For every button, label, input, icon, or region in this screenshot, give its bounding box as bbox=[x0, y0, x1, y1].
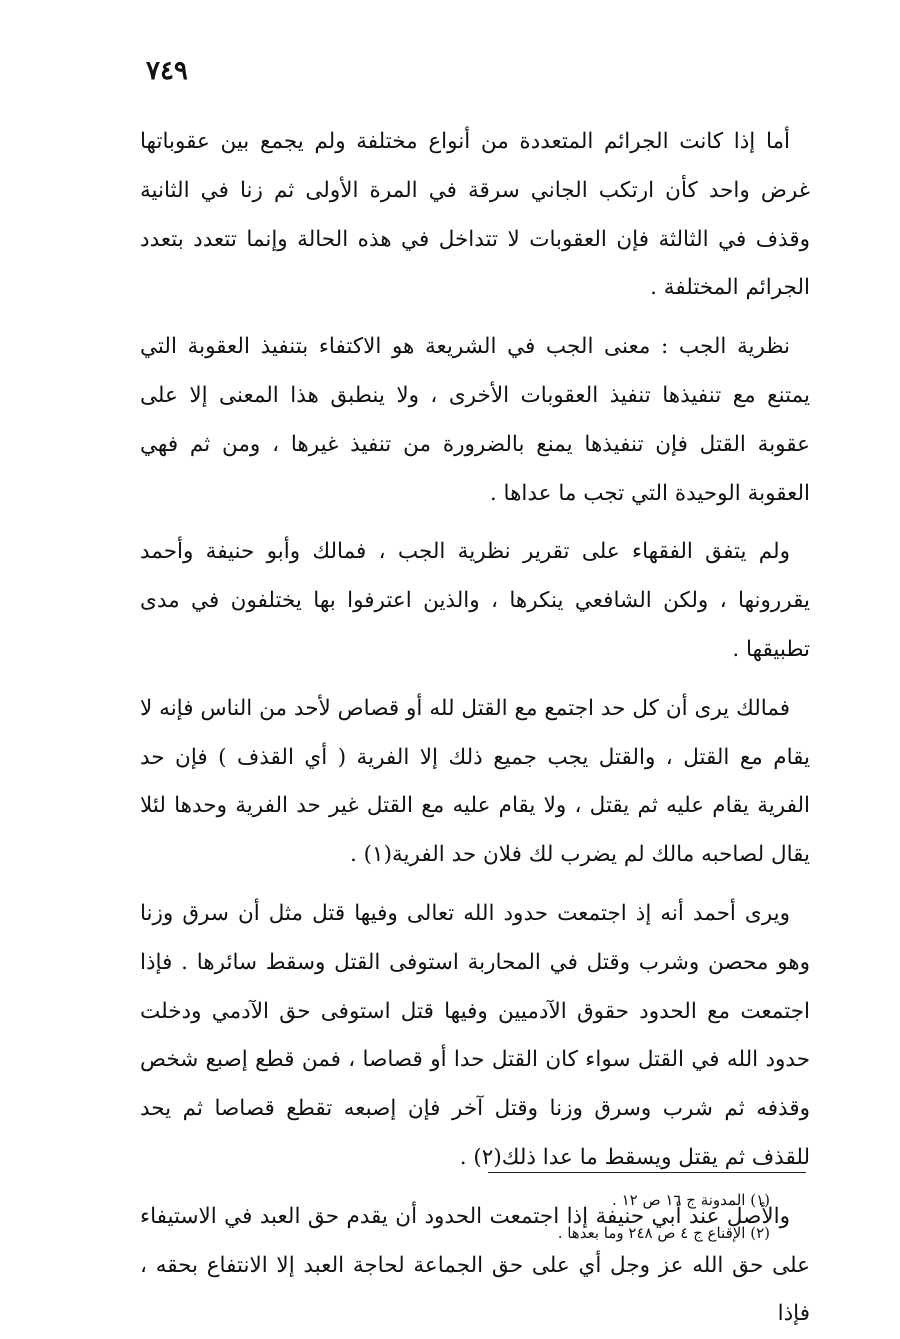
body-text bbox=[140, 118, 810, 1339]
footnote-1: (١) المدونة ج ١٦ ص ١٢ . bbox=[612, 1191, 770, 1209]
footnote-2: (٢) الإقناع ج ٤ ص ٢٤٨ وما بعدها . bbox=[557, 1224, 770, 1242]
paragraph-jurists-disagreement: ولم يتفق الفقهاء على تقرير نظرية الجب ، فمالك وأبو حنيفة وأحمد يقررونها ، ولكن الشافعي ينكرها ، والذين اعترفوا بها يختلفون في مدى تطبيقها . bbox=[140, 539, 810, 662]
footnotes bbox=[400, 1184, 770, 1250]
page-number: ٧٤٩ bbox=[146, 56, 188, 86]
paragraph-jabb-theory: نظرية الجب : معنى الجب في الشريعة هو الاكتفاء بتنفيذ العقوبة التي يمتنع مع تنفيذها تنفيذ العقوبات الأخرى ، ولا ينطبق هذا المعنى إلا على عقوبة القتل فإن تنفيذها يمنع بالضرورة من تنفيذ غيرها ، ومن ثم فهي العقوبة الوحيدة التي تجب ما عداها . bbox=[140, 334, 810, 506]
paragraph-abu-hanifa-view: والأصل عند أبي حنيفة إذا اجتمعت الحدود أن يقدم حق العبد في الاستيفاء على حق الله عز وجل أي على حق الجماعة لحاجة العبد إلا الانتفاع بحقه ، فإذا bbox=[140, 1203, 810, 1327]
paragraph-malik-view: فمالك يرى أن كل حد اجتمع مع القتل لله أو قصاص لأحد من الناس فإنه لا يقام مع القتل ، والقتل يجب جميع ذلك إلا الفرية ( أي القذف ) فإن حد الفرية يقام عليه ثم يقتل ، ولا يقام عليه مع القتل غير حد الفرية وحدها لئلا يقال لصاحبه مالك لم يضرب لك فلان حد الفرية(١) . bbox=[140, 695, 810, 868]
paragraph-multiple-crimes: أما إذا كانت الجرائم المتعددة من أنواع مختلفة ولم يجمع بين عقوباتها غرض واحد كأن ارتكب الجاني سرقة في المرة الأولى ثم زنا في الثانية وقذف في الثالثة فإن العقوبات لا تتداخل في هذه الحالة وإنما تتعدد بتعدد الجرائم المختلفة . bbox=[140, 129, 810, 301]
paragraph-ahmad-view: ويرى أحمد أنه إذ اجتمعت حدود الله تعالى وفيها قتل مثل أن سرق وزنا وهو محصن وشرب وقتل في المحاربة استوفى القتل وسقط سائرها . فإذا اجتمعت مع الحدود حقوق الآدميين وفيها قتل استوفى حق الآدمي ودخلت حدود الله في القتل سواء كان القتل حدا أو قصاصا ، فمن قطع إصبع شخص وقذفه ثم شرب وسرق وزنا وقتل آخر فإن إصبعه تقطع قصاصا ثم يحد للقذف ثم يقتل ويسقط ما عدا ذلك(٢) . bbox=[140, 900, 810, 1170]
footnote-divider bbox=[488, 1172, 806, 1173]
